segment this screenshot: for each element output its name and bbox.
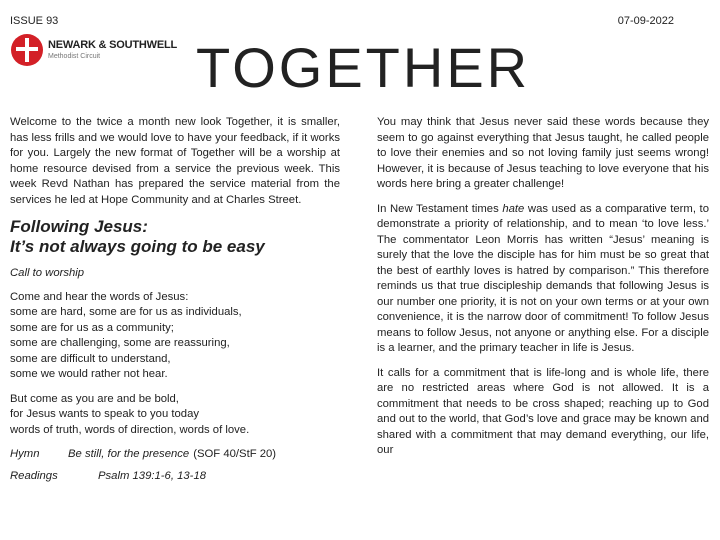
- masthead-title: TOGETHER: [196, 36, 531, 99]
- issue-number: ISSUE 93: [10, 15, 59, 27]
- poem-stanza-2: [10, 392, 340, 439]
- readings-label: Readings: [10, 469, 58, 482]
- body-paragraph-3: It calls for a commitment that is life-long and is whole life, there are no restricted areas where God is not allowed. It is a commitment that needs to be cross shaped; reaching up to God and out to the world, that God’s love and grace may be known and shared with a commitment that may demand everything, our life, our: [377, 366, 710, 456]
- body-paragraph-1: You may think that Jesus never said these words because they seem to go against everything that Jesus taught, he called people to love their enemies and so not loving family just seems wrong! However, it is because of Jesus teaching to love everyone that his words here bring a greater challenge!: [377, 116, 709, 190]
- poem-line: words of truth, words of direction, words of love.: [10, 423, 250, 436]
- hymn-label: Hymn: [10, 448, 40, 460]
- poem-stanza-1: [10, 290, 340, 383]
- poem-line: some are challenging, some are reassuring,: [10, 337, 230, 349]
- poem-line: But come as you are and be bold,: [10, 392, 179, 405]
- logo-subtitle: Methodist Circuit: [48, 53, 101, 60]
- hymn-row: [10, 447, 340, 463]
- emphasis-word: hate: [502, 202, 525, 215]
- poem-line: Come and hear the words of Jesus:: [10, 290, 189, 303]
- poem-line: some are hard, some are for us as individuals,: [10, 306, 242, 318]
- poem-line: some we would rather not hear.: [10, 368, 168, 380]
- poem-line: for Jesus wants to speak to you today: [10, 408, 200, 420]
- paragraph-text: In New Testament times: [377, 202, 503, 215]
- hymn-title: Be still, for the presence: [68, 448, 190, 460]
- left-column: [10, 115, 340, 490]
- readings-value: Psalm 139:1-6, 13-18: [98, 469, 207, 482]
- readings-row: [10, 469, 340, 485]
- poem-line: some are for us as a community;: [10, 321, 174, 334]
- poem-line: some are difficult to understand,: [10, 352, 171, 365]
- methodist-cross-logo-icon: [10, 33, 44, 67]
- circuit-logo: [10, 33, 177, 67]
- section-heading: Following Jesus:: [10, 217, 148, 236]
- intro-paragraph: Welcome to the twice a month new look Together, it is smaller, has less frills and we would love to have your feedback, if it works for you. Largely the new format of Together will be a worship at home resource devised from a service the previous week. This week Revd Nathan has prepared the service material from the services he led at Hope Community and at Charles Street.: [10, 116, 340, 206]
- right-column: [377, 115, 709, 468]
- hymn-reference: (SOF 40/StF 20): [193, 448, 277, 460]
- section-subheading: It’s not always going to be easy: [10, 237, 265, 256]
- logo-name: NEWARK & SOUTHWELL: [48, 39, 178, 51]
- paragraph-text: was used as a comparative term, to demonstrate a priority of relationship, and to mean ‘to love less.’ The commentator Leon Morris has written “Jesus’ meaning is surely that the love the disciple has for him must be so great that the best of earthly loves is hatred by comparison.” This therefore reminds us that true discipleship demands that following Jesus is our number one priority, it is not on your own terms or at your own convenience, it is the narrow door of commitment! To follow Jesus means to follow Jesus, not anyone or anything else. For a disciple is a learner, and the primary teacher in life is Jesus.: [377, 202, 709, 354]
- issue-date: 07-09-2022: [617, 15, 674, 27]
- call-to-worship-label: Call to worship: [10, 267, 85, 279]
- body-paragraph-2: [377, 202, 709, 357]
